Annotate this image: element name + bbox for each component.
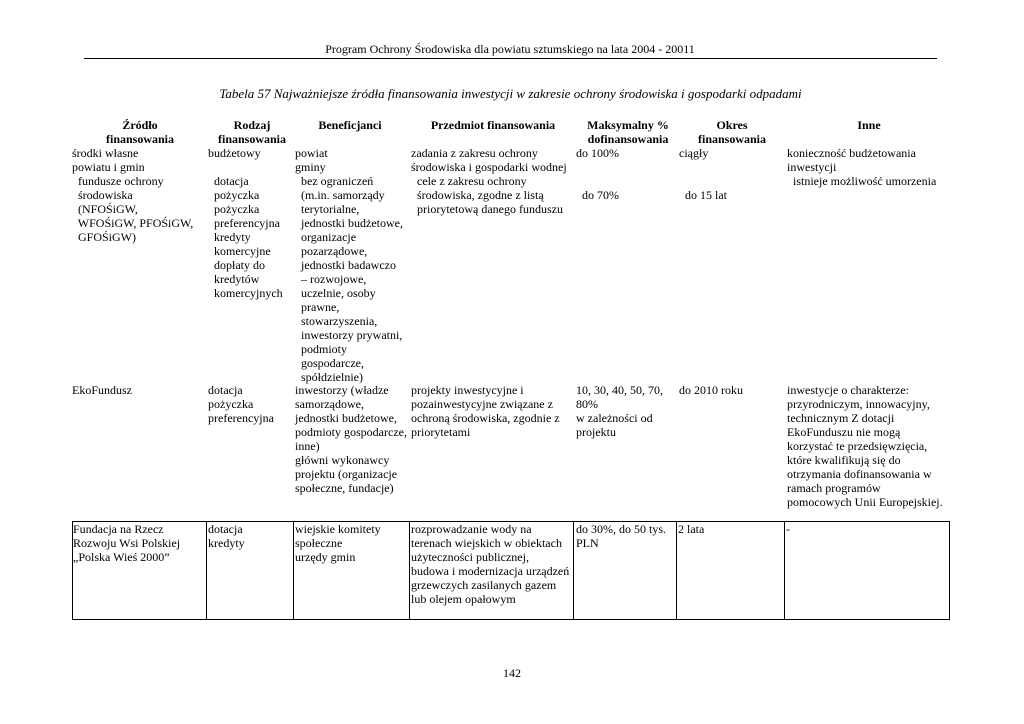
cell-zrodlo: Fundacja na Rzecz Rozwoju Wsi Polskiej „Polska Wieś 2000” [73,522,181,564]
column-divider [573,521,574,620]
cell-okres: 2 lata [678,522,705,536]
page-number: 142 [503,666,521,680]
cell-rodzaj: budżetowy dotacja pożyczka pożyczka preferencyjna kredyty komercyjne dopłaty do kredytów komercyjnych [208,146,283,300]
cell-inne: - [786,522,790,536]
cell-inne: konieczność budżetowania inwestycji istnieje możliwość umorzenia [787,146,937,188]
column-header-beneficjanci: Beneficjanci [318,118,382,132]
cell-beneficjanci: wiejskie komitety społeczne urzędy gmin [295,522,381,564]
column-header-inne: Inne [857,118,881,132]
cell-okres: ciągły do 15 lat [679,146,727,202]
column-header-zrodlo: Źródło finansowania [105,118,175,146]
cell-zrodlo: środki własne powiatu i gmin fundusze ochrony środowiska (NFOŚiGW, WFOŚiGW, PFOŚiGW, GFOŚiGW) [72,146,194,244]
cell-rodzaj: dotacja kredyty [208,522,245,550]
column-divider [784,521,785,620]
cell-maksymalny: do 30%, do 50 tys. PLN [576,522,666,550]
cell-rodzaj: dotacja pożyczka preferencyjna [208,383,274,425]
column-header-okres: Okres finansowania [697,118,767,146]
cell-maksymalny: do 100% do 70% [576,146,619,202]
column-divider [293,521,294,620]
table-caption: Tabela 57 Najważniejsze źródła finansowania inwestycji w zakresie ochrony środowiska i gospodarki odpadami [219,86,802,101]
cell-okres: do 2010 roku [679,383,743,397]
cell-beneficjanci: powiat gminy bez ograniczeń (m.in. samorządy terytorialne, jednostki budżetowe, organizacje pozarządowe, jednostki badawczo – rozwojowe, uczelnie, osoby prawne, stowarzyszenia, inwestorzy prywatni, podmioty gospodarcze, spółdzielnie) [295,146,403,384]
column-header-maksymalny: Maksymalny % dofinansowania [587,118,669,146]
cell-przedmiot: zadania z zakresu ochrony środowiska i gospodarki wodnej cele z zakresu ochrony środowiska, zgodne z listą priorytetową danego funduszu [411,146,567,216]
cell-maksymalny: 10, 30, 40, 50, 70, 80% w zależności od projektu [576,383,663,439]
header-divider [84,58,937,59]
cell-inne: inwestycje o charakterze: przyrodniczym, innowacyjny, technicznym Z dotacji EkoFunduszu nie mogą korzystać te przedsięwzięcia, które kwalifikują się do otrzymania dofinansowania w ramach programów pomocowych Unii Europejskiej. [787,383,943,509]
cell-przedmiot: projekty inwestycyjne i pozainwestycyjne związane z ochroną środowiska, zgodnie z priorytetami [411,383,560,439]
cell-beneficjanci: inwestorzy (władze samorządowe, jednostki budżetowe, podmioty gospodarcze, inne) główni wykonawcy projektu (organizacje społeczne, fundacje) [295,383,407,495]
column-header-przedmiot: Przedmiot finansowania [430,118,556,132]
column-header-rodzaj: Rodzaj finansowania [217,118,287,146]
column-divider [676,521,677,620]
cell-zrodlo: EkoFundusz [72,383,132,397]
column-divider [206,521,207,620]
cell-przedmiot: rozprowadzanie wody na terenach wiejskich w obiektach użyteczności publicznej, budowa i modernizacja urządzeń grzewczych zasilanych gazem lub olejem opałowym [411,522,570,606]
column-divider [409,521,410,620]
page-header: Program Ochrony Środowiska dla powiatu sztumskiego na lata 2004 - 20011 [325,42,695,56]
